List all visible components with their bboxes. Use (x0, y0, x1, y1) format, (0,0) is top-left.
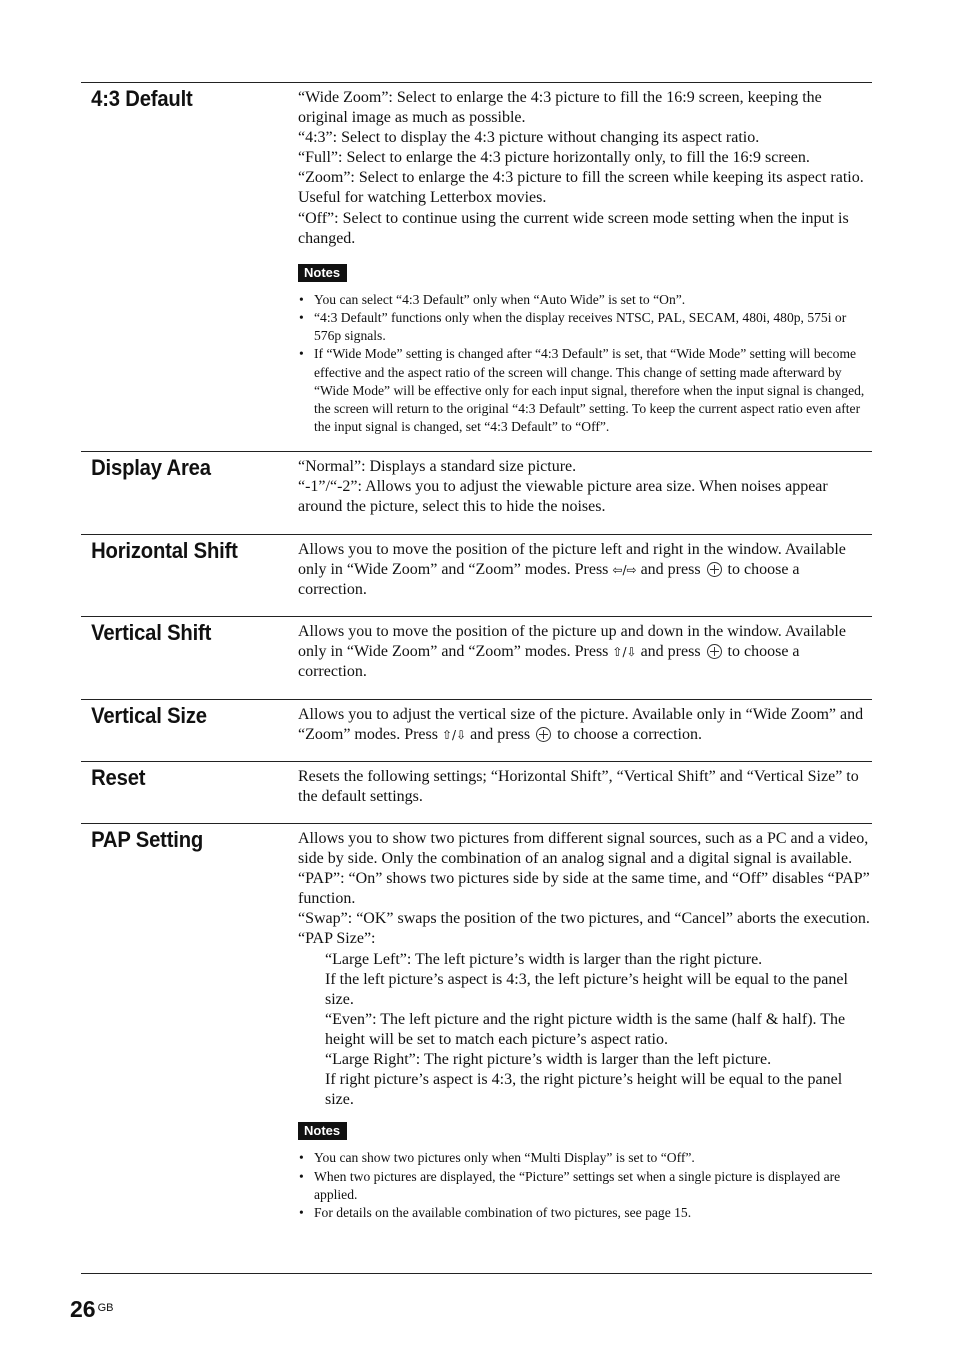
desc-text: and press (636, 643, 705, 661)
notes-list (298, 291, 872, 437)
note-item: • When two pictures are displayed, the “Picture” settings set when a single picture is displayed are applied. (298, 1168, 872, 1204)
desc-line: “Swap”: “OK” swaps the position of the two pictures, and “Cancel” aborts the execution. (298, 910, 870, 928)
row-4-3-default (81, 82, 872, 451)
desc-indent-line: If the left picture’s aspect is 4:3, the left picture’s height will be equal to the panel size. (325, 970, 848, 1008)
settings-table (81, 82, 872, 1274)
desc-text: and press (466, 726, 535, 744)
term-display-area: Display Area (91, 455, 211, 480)
desc-line (298, 540, 872, 600)
desc-line: “Off”: Select to continue using the current wide screen mode setting when the input is changed. (298, 209, 849, 247)
up-down-arrow-icon: ⇧/⇩ (612, 645, 637, 660)
desc-line: “-1”/“-2”: Allows you to adjust the viewable picture area size. When noises appear around the picture, select this to hide the noises. (298, 478, 828, 516)
term-vertical-shift: Vertical Shift (91, 620, 212, 645)
term-pap-setting: PAP Setting (91, 827, 204, 852)
desc-horizontal-shift (298, 535, 872, 616)
desc-indent-line: “Large Right”: The right picture’s width is larger than the left picture. (325, 1051, 772, 1069)
desc-text: Allows you to adjust the vertical size of the picture. Available only in “Wide Zoom” and “Zoom” modes. Press (298, 706, 864, 744)
note-item: • You can show two pictures only when “Multi Display” is set to “Off”. (298, 1149, 872, 1167)
term-vertical-size: Vertical Size (91, 703, 207, 728)
desc-line: Resets the following settings; “Horizontal Shift”, “Vertical Shift” and “Vertical Size” to the default settings. (298, 768, 859, 806)
desc-vertical-shift (298, 617, 872, 699)
note-item: • If “Wide Mode” setting is changed after “4:3 Default” is set, that “Wide Mode” setting will become effective and the aspect ratio of the screen will change. This change of setting made afterward by “Wide Mode” will be effective only for each input signal, therefore when the input signal is changed, the screen will return to the original “4:3 Default” setting. To keep the current aspect ratio even after the input signal is changed, set “4:3 Default” to “Off”. (298, 345, 872, 436)
term-reset: Reset (91, 765, 146, 790)
page-number (70, 1296, 114, 1323)
desc-pap-setting (298, 824, 872, 1273)
desc-line: “Zoom”: Select to enlarge the 4:3 picture to fill the screen while keeping its aspect ratio. Useful for watching Letterbox movies. (298, 169, 864, 207)
desc-display-area (298, 452, 872, 534)
notes-list (298, 1149, 872, 1222)
desc-indent-line: “Even”: The left picture and the right picture width is the same (half & half). The height will be set to match each picture’s aspect ratio. (325, 1010, 846, 1048)
enter-button-icon (707, 644, 722, 659)
desc-text: to choose a correction. (553, 726, 702, 744)
enter-button-icon (536, 727, 551, 742)
notes-badge: Notes (298, 264, 347, 282)
desc-line: “Wide Zoom”: Select to enlarge the 4:3 picture to fill the 16:9 screen, keeping the original image as much as possible. (298, 89, 822, 127)
row-display-area (81, 451, 872, 534)
desc-line: “PAP”: “On” shows two pictures side by side at the same time, and “Off” disables “PAP” function. (298, 870, 870, 908)
desc-text: Allows you to move the position of the picture left and right in the window. Available only in “Wide Zoom” and “Zoom” modes. Press (298, 541, 846, 579)
note-item: • “4:3 Default” functions only when the display receives NTSC, PAL, SECAM, 480i, 480p, 575i or 576p signals. (298, 309, 872, 345)
desc-line: Allows you to show two pictures from different signal sources, such as a PC and a video, side by side. Only the combination of an analog signal and a digital signal is available. (298, 830, 869, 868)
notes-badge: Notes (298, 1122, 347, 1140)
desc-line: “Normal”: Displays a standard size picture. (298, 458, 577, 475)
desc-line: “PAP Size”: (298, 930, 376, 948)
desc-indent-line: If right picture’s aspect is 4:3, the right picture’s height will be equal to the panel size. (325, 1071, 843, 1109)
page-number-value: 26 (70, 1296, 96, 1322)
term-horizontal-shift: Horizontal Shift (91, 538, 238, 563)
row-vertical-shift (81, 616, 872, 699)
desc-line: “Full”: Select to enlarge the 4:3 picture horizontally only, to fill the 16:9 screen. (298, 149, 810, 167)
desc-text: to choose a correction. (298, 561, 800, 599)
desc-line: “4:3”: Select to display the 4:3 picture without changing its aspect ratio. (298, 129, 760, 147)
page-suffix: GB (97, 1302, 114, 1314)
desc-line (298, 705, 872, 745)
enter-button-icon (707, 562, 722, 577)
note-item: • For details on the available combination of two pictures, see page 15. (298, 1204, 872, 1222)
row-horizontal-shift (81, 534, 872, 616)
desc-text: to choose a correction. (298, 643, 800, 681)
row-pap-setting (81, 823, 872, 1274)
row-reset (81, 761, 872, 823)
desc-vertical-size (298, 700, 872, 761)
desc-text: and press (636, 561, 705, 579)
desc-text: Allows you to move the position of the picture up and down in the window. Available only in “Wide Zoom” and “Zoom” modes. Press (298, 623, 846, 661)
desc-4-3-default (298, 83, 872, 451)
up-down-arrow-icon: ⇧/⇩ (441, 728, 467, 743)
term-4-3-default: 4:3 Default (91, 86, 193, 111)
desc-indent-line: “Large Left”: The left picture’s width is larger than the right picture. (325, 950, 763, 968)
desc-line (298, 622, 872, 682)
row-vertical-size (81, 699, 872, 761)
note-item: • You can select “4:3 Default” only when “Auto Wide” is set to “On”. (298, 291, 872, 309)
desc-reset (298, 762, 872, 823)
left-right-arrow-icon: ⇦/⇨ (612, 563, 637, 578)
